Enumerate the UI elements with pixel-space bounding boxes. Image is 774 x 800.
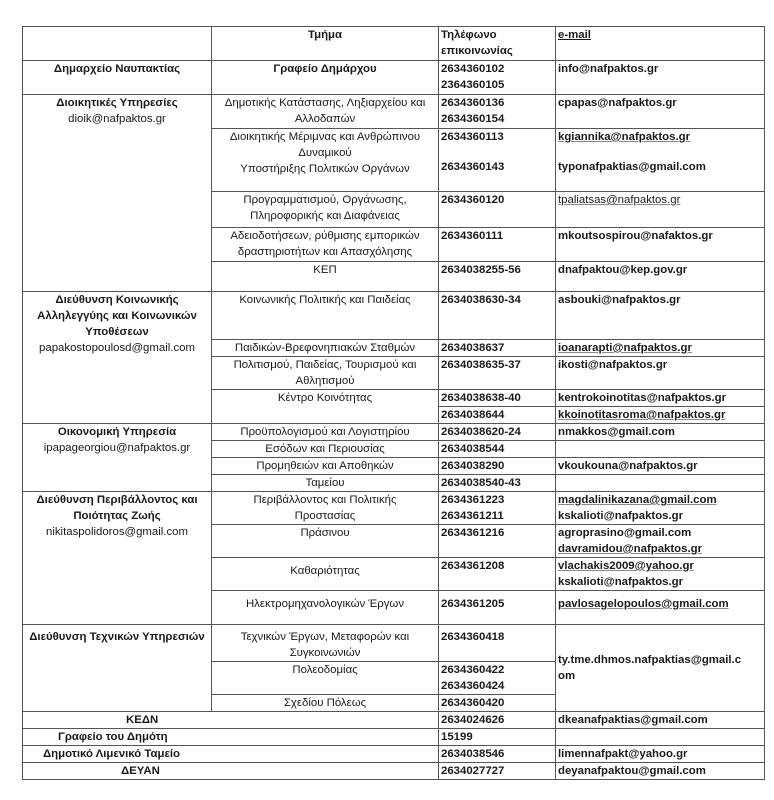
unit-cell: Οικονομική Υπηρεσία ipapageorgiou@nafpaktos.gr [23,424,212,492]
phone-cell: 2634038638-40 [439,390,556,407]
unit-name: Δημαρχείο Ναυπακτίας [23,61,212,95]
dept-name: Εσόδων και Περιουσίας [212,441,439,458]
phone-cell: 2634360102 2364360105 [439,61,556,95]
email-link[interactable]: dnafpaktou@kep.gov.gr [556,262,765,292]
phone-cell: 2634038635-37 [439,357,556,390]
header-email: e-mail [556,27,765,61]
email-link[interactable]: ty.tme.dhmos.nafpaktias@gmail.c [558,654,742,666]
table-row [23,61,765,95]
dept-name: Τεχνικών Έργων, Μεταφορών και Συγκοινωνιών [212,625,439,662]
dept-name: Προϋπολογισμού και Λογιστηρίου [212,424,439,441]
header-col1 [23,27,212,61]
email-link[interactable]: pavlosagelopoulos@gmail.com [556,591,765,625]
email-link[interactable]: magdalinikazana@gmail.com [558,494,717,506]
email-cell [556,441,765,458]
dept-name: Ταμείου [212,475,439,492]
email-link[interactable]: kskalioti@nafpaktos.gr [558,576,684,588]
email-link[interactable]: kgiannika@nafpaktos.gr [558,131,691,143]
email-link[interactable]: cpapas@nafpaktos.gr [556,95,765,129]
email-link[interactable]: deyanafpaktou@gmail.com [556,763,765,780]
table-row [23,95,765,129]
email-link[interactable]: mkoutsospirou@nafaktos.gr [556,228,765,262]
email-link[interactable]: asbouki@nafpaktos.gr [556,292,765,340]
phone-cell: 2634038637 [439,340,556,357]
email-link[interactable]: ioanarapti@nafpaktos.gr [556,340,765,357]
table-row [23,763,765,780]
table-row [23,492,765,525]
table-row [23,746,765,763]
phone-cell: 2634360111 [439,228,556,262]
email-link[interactable]: vkoukouna@nafpaktos.gr [556,458,765,475]
dept-name: Πράσινου [212,525,439,558]
dept-name: Γραφείο Δημάρχου [212,61,439,95]
dept-name: Κοινωνικής Πολιτικής και Παιδείας [212,292,439,340]
email-link[interactable]: vlachakis2009@yahoo.gr [558,560,694,572]
dept-name: Κέντρο Κοινότητας [212,390,439,424]
phone-cell: 2634361223 2634361211 [439,492,556,525]
dept-name: Καθαριότητας [212,558,439,591]
dept-name: Ηλεκτρομηχανολογικών Έργων [212,591,439,625]
email-link[interactable]: limennafpakt@yahoo.gr [556,746,765,763]
dept-name: Διοικητικής Μέριμνας και Ανθρώπινου Δυναμικού Υποστήριξης Πολιτικών Οργάνων [212,129,439,192]
phone-cell: 2634360420 [439,695,556,712]
email-link[interactable]: info@nafpaktos.gr [556,61,765,95]
email-cell [556,129,765,192]
email-link[interactable]: ikosti@nafpaktos.gr [556,357,765,390]
unit-name: ΔΕΥΑΝ [23,763,439,780]
phone-cell: 2634360418 [439,625,556,662]
dept-name: Αδειοδοτήσεων, ρύθμισης εμπορικών δραστηριοτήτων και Απασχόλησης [212,228,439,262]
table-row [23,625,765,662]
phone-cell: 2634360113 2634360143 [439,129,556,192]
phone-cell: 2634361216 [439,525,556,558]
email-cell [556,729,765,746]
header-row [23,27,765,61]
unit-cell: Διεύθυνση Περιβάλλοντος και Ποιότητας Ζωής nikitaspolidoros@gmail.com [23,492,212,625]
email-cell [556,625,765,712]
email-cell [556,525,765,558]
phone-cell: 2634038544 [439,441,556,458]
email-link[interactable]: dkeanafpaktias@gmail.com [556,712,765,729]
phone-cell: 2634024626 [439,712,556,729]
table-row [23,729,765,746]
email-link[interactable]: davramidou@nafpaktos.gr [558,543,703,555]
email-cell [556,475,765,492]
phone-cell: 2634360120 [439,192,556,228]
dept-name: Περιβάλλοντος και Πολιτικής Προστασίας [212,492,439,525]
unit-name: Δημοτικό Λιμενικό Ταμείο [23,746,439,763]
dept-name: Σχεδίου Πόλεως [212,695,439,712]
email-link[interactable]: agroprasino@gmail.com [558,527,692,539]
contacts-table [22,26,765,780]
phone-cell: 2634361205 [439,591,556,625]
email-cell [556,492,765,525]
email-link[interactable]: nmakkos@gmail.com [556,424,765,441]
phone-cell: 2634038620-24 [439,424,556,441]
phone-cell: 2634038290 [439,458,556,475]
email-link-continued[interactable]: om [558,670,576,682]
dept-name: ΚΕΠ [212,262,439,292]
phone-cell: 2634361208 [439,558,556,591]
dept-name: Προγραμματισμού, Οργάνωσης, Πληροφορικής και Διαφάνειας [212,192,439,228]
unit-name: Διεύθυνση Τεχνικών Υπηρεσιών [23,625,212,712]
phone-cell: 2634027727 [439,763,556,780]
email-cell [556,558,765,591]
email-link[interactable]: typonafpaktias@gmail.com [558,161,706,173]
unit-email-link[interactable]: dioik@nafpaktos.gr [68,113,166,125]
dept-name: Παιδικών-Βρεφονηπιακών Σταθμών [212,340,439,357]
unit-email-link[interactable]: papakostopoulosd@gmail.com [39,342,195,354]
unit-cell: Διοικητικές Υπηρεσίες dioik@nafpaktos.gr [23,95,212,292]
unit-cell: Διεύθυνση Κοινωνικής Αλληλεγγύης και Κοινωνικών Υποθέσεων papakostopoulosd@gmail.com [23,292,212,424]
table-row [23,292,765,340]
dept-name: Πολεοδομίας [212,662,439,695]
phone-cell: 2634038644 [439,407,556,424]
unit-email-link[interactable]: nikitaspolidoros@gmail.com [46,526,188,538]
unit-email-link[interactable]: ipapageorgiou@nafpaktos.gr [43,442,191,454]
header-dept: Τμήμα [212,27,439,61]
email-link[interactable]: kskalioti@nafpaktos.gr [558,510,684,522]
phone-cell: 2634360422 2634360424 [439,662,556,695]
dept-name: Προμηθειών και Αποθηκών [212,458,439,475]
header-phone: Τηλέφωνο επικοινωνίας [439,27,556,61]
phone-cell: 15199 [439,729,556,746]
unit-name: ΚΕΔΝ [23,712,439,729]
dept-name: Δημοτικής Κατάστασης, Ληξιαρχείου και Αλλοδαπών [212,95,439,129]
email-link[interactable]: tpaliatsas@nafpaktos.gr [556,192,765,228]
table-row [23,712,765,729]
email-link[interactable]: kentrokoinotitas@nafpaktos.gr [556,390,765,407]
phone-cell: 2634360136 2634360154 [439,95,556,129]
table-row [23,424,765,441]
phone-cell: 2634038540-43 [439,475,556,492]
dept-name: Πολιτισμού, Παιδείας, Τουρισμού και Αθλητισμού [212,357,439,390]
phone-cell: 2634038546 [439,746,556,763]
unit-name: Γραφείο του Δημότη [23,729,439,746]
phone-cell: 2634038255-56 [439,262,556,292]
email-link[interactable]: kkoinotitasroma@nafpaktos.gr [556,407,765,424]
phone-cell: 2634038630-34 [439,292,556,340]
